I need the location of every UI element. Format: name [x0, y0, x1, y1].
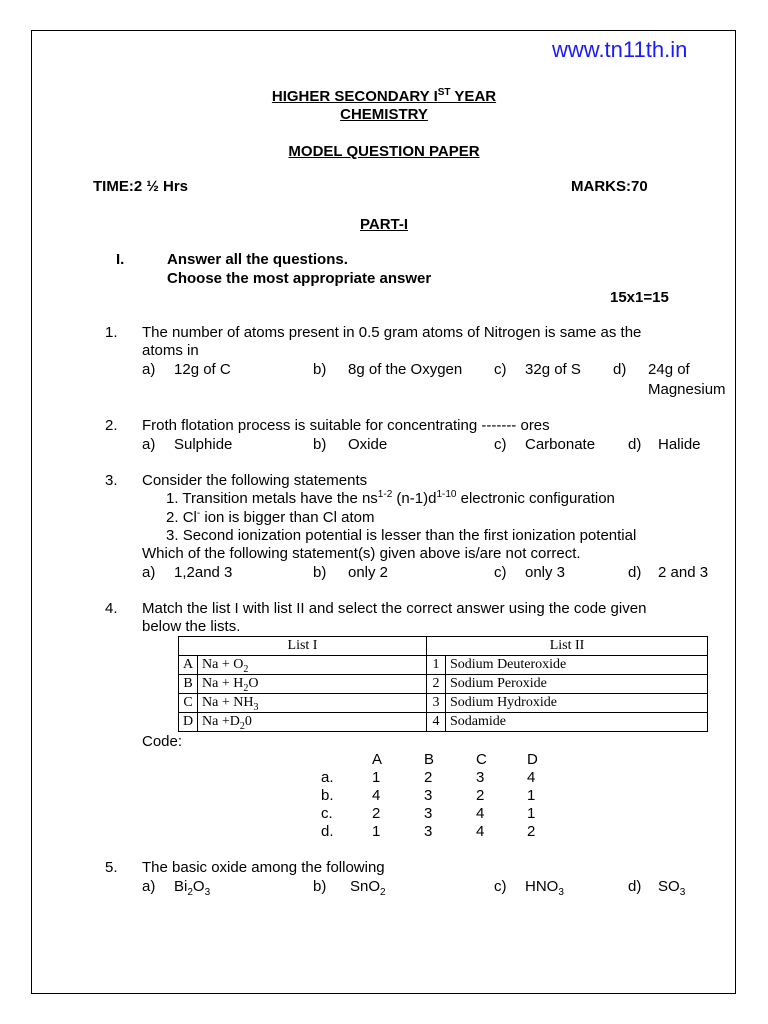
question-5-text: The basic oxide among the following: [142, 859, 385, 876]
list-2-key: 2: [427, 675, 446, 694]
code-value: 4: [527, 769, 536, 786]
q5-option-c-label: c): [494, 878, 507, 895]
match-table-header: [179, 637, 708, 656]
question-1-number: 1.: [105, 324, 118, 341]
list-1-key: D: [179, 713, 198, 732]
q1-option-b-label: b): [313, 361, 327, 378]
question-4-number: 4.: [105, 600, 118, 617]
q2-option-a: Sulphide: [174, 436, 233, 453]
paper-title: MODEL QUESTION PAPER: [288, 143, 480, 160]
q2-option-b-label: b): [313, 436, 327, 453]
table-row: [179, 656, 708, 675]
list-1-item: $Na + NH_3$: [198, 694, 427, 713]
code-header-b: B: [424, 751, 435, 768]
code-header-c: C: [476, 751, 487, 768]
list-2-item: Sodamide: [446, 713, 708, 732]
list-2-item: Sodium Peroxide: [446, 675, 708, 694]
list-2-key: 1: [427, 656, 446, 675]
q3-option-d: 2 and 3: [658, 564, 709, 581]
q5-option-b-label: b): [313, 878, 327, 895]
list-1-key: B: [179, 675, 198, 694]
table-row: [179, 675, 708, 694]
q5-option-c: $HNO_3$: [525, 878, 564, 898]
match-table: [178, 636, 708, 732]
q5-option-a-label: a): [142, 878, 156, 895]
code-value: 2: [476, 787, 485, 804]
exam-level-heading: HIGHER SECONDARY IST YEAR: [271, 87, 497, 105]
q1-option-d: 24g of: [648, 361, 690, 378]
code-value: 1: [527, 787, 536, 804]
code-value: 3: [424, 823, 433, 840]
code-value: 2: [527, 823, 536, 840]
code-value: 1: [372, 769, 381, 786]
list-1-item: $Na +D_20$: [198, 713, 427, 732]
question-3-prompt: Which of the following statement(s) given above is/are not correct.: [142, 545, 581, 562]
exam-marks: MARKS:70: [571, 178, 648, 195]
q1-option-d-label: d): [613, 361, 627, 378]
q2-option-b: Oxide: [348, 436, 388, 453]
q3-option-d-label: d): [628, 564, 642, 581]
q1-option-c-label: c): [494, 361, 507, 378]
list-2-item: Sodium Deuteroxide: [446, 656, 708, 675]
q3-statement-3: 3. Second ionization potential is lesser than the first ionization potential: [166, 527, 637, 544]
code-value: 1: [372, 823, 381, 840]
code-value: 1: [527, 805, 536, 822]
exam-time: TIME:2 ½ Hrs: [93, 178, 189, 195]
q5-option-d: $SO_3$: [658, 878, 686, 898]
section-score: 15x1=15: [610, 289, 669, 306]
code-value: 4: [476, 823, 485, 840]
list-1-header: List I: [179, 637, 427, 656]
q2-option-c: Carbonate: [525, 436, 596, 453]
question-3-text: Consider the following statements: [142, 472, 368, 489]
list-2-item: Sodium Hydroxide: [446, 694, 708, 713]
q2-option-d-label: d): [628, 436, 642, 453]
q2-option-a-label: a): [142, 436, 156, 453]
q2-option-c-label: c): [494, 436, 507, 453]
list-2-key: 4: [427, 713, 446, 732]
code-value: 4: [372, 787, 381, 804]
q5-option-a: $Bi_2O_3$: [174, 878, 211, 898]
q1-option-b: 8g of the Oxygen: [348, 361, 463, 378]
code-header-a: A: [372, 751, 383, 768]
list-1-key: A: [179, 656, 198, 675]
instruction-1: Answer all the questions.: [167, 251, 348, 268]
question-2-number: 2.: [105, 417, 118, 434]
q1-option-c: 32g of S: [525, 361, 581, 378]
code-row-label: b.: [321, 787, 334, 804]
list-2-header: List II: [427, 637, 708, 656]
question-5-number: 5.: [105, 859, 118, 876]
part-title: PART-I: [359, 216, 409, 233]
code-row-label: a.: [321, 769, 334, 786]
subject-heading: CHEMISTRY: [340, 106, 428, 123]
list-2-key: 3: [427, 694, 446, 713]
code-header-d: D: [527, 751, 538, 768]
question-1-text: The number of atoms present in 0.5 gram atoms of Nitrogen is same as the: [142, 324, 642, 341]
list-1-key: C: [179, 694, 198, 713]
question-3-number: 3.: [105, 472, 118, 489]
q3-option-c: only 3: [525, 564, 566, 581]
code-value: 3: [424, 787, 433, 804]
code-row-label: d.: [321, 823, 334, 840]
q5-option-b: SnO$_2$: [350, 878, 386, 898]
q5-option-d-label: d): [628, 878, 642, 895]
question-1-text-2: atoms in: [142, 342, 199, 359]
code-value: 3: [424, 805, 433, 822]
code-label: Code:: [142, 733, 183, 750]
q1-option-a: 12g of C: [174, 361, 231, 378]
watermark-url[interactable]: www.tn11th.in: [552, 37, 688, 62]
q3-option-a: 1,2and 3: [174, 564, 233, 581]
q3-option-a-label: a): [142, 564, 156, 581]
question-4-text-2: below the lists.: [142, 618, 241, 635]
instruction-2: Choose the most appropriate answer: [167, 270, 432, 287]
question-4-text: Match the list I with list II and select the correct answer using the code given: [142, 600, 647, 617]
q3-statement-1: 1. Transition metals have the $ns^{1-2}$ $(n-1)d^{1-10}$ electronic configuration: [166, 489, 615, 507]
question-2-text: Froth flotation process is suitable for concentrating ------- ores: [142, 417, 550, 434]
code-value: 3: [476, 769, 485, 786]
table-row: [179, 694, 708, 713]
list-1-item: $Na + O_2$: [198, 656, 427, 675]
q1-option-d-cont: Magnesium: [648, 381, 726, 398]
q3-option-c-label: c): [494, 564, 507, 581]
section-number: I.: [116, 251, 125, 268]
code-value: 2: [372, 805, 381, 822]
q3-statement-2: 2. Cl- ion is bigger than Cl atom: [166, 508, 375, 526]
q3-option-b-label: b): [313, 564, 327, 581]
code-value: 4: [476, 805, 485, 822]
code-row-label: c.: [321, 805, 333, 822]
page-border: [31, 30, 736, 994]
q2-option-d: Halide: [658, 436, 701, 453]
list-1-item: $Na + H_2O$: [198, 675, 427, 694]
q1-option-a-label: a): [142, 361, 156, 378]
table-row: [179, 713, 708, 732]
q3-option-b: only 2: [348, 564, 389, 581]
code-value: 2: [424, 769, 433, 786]
